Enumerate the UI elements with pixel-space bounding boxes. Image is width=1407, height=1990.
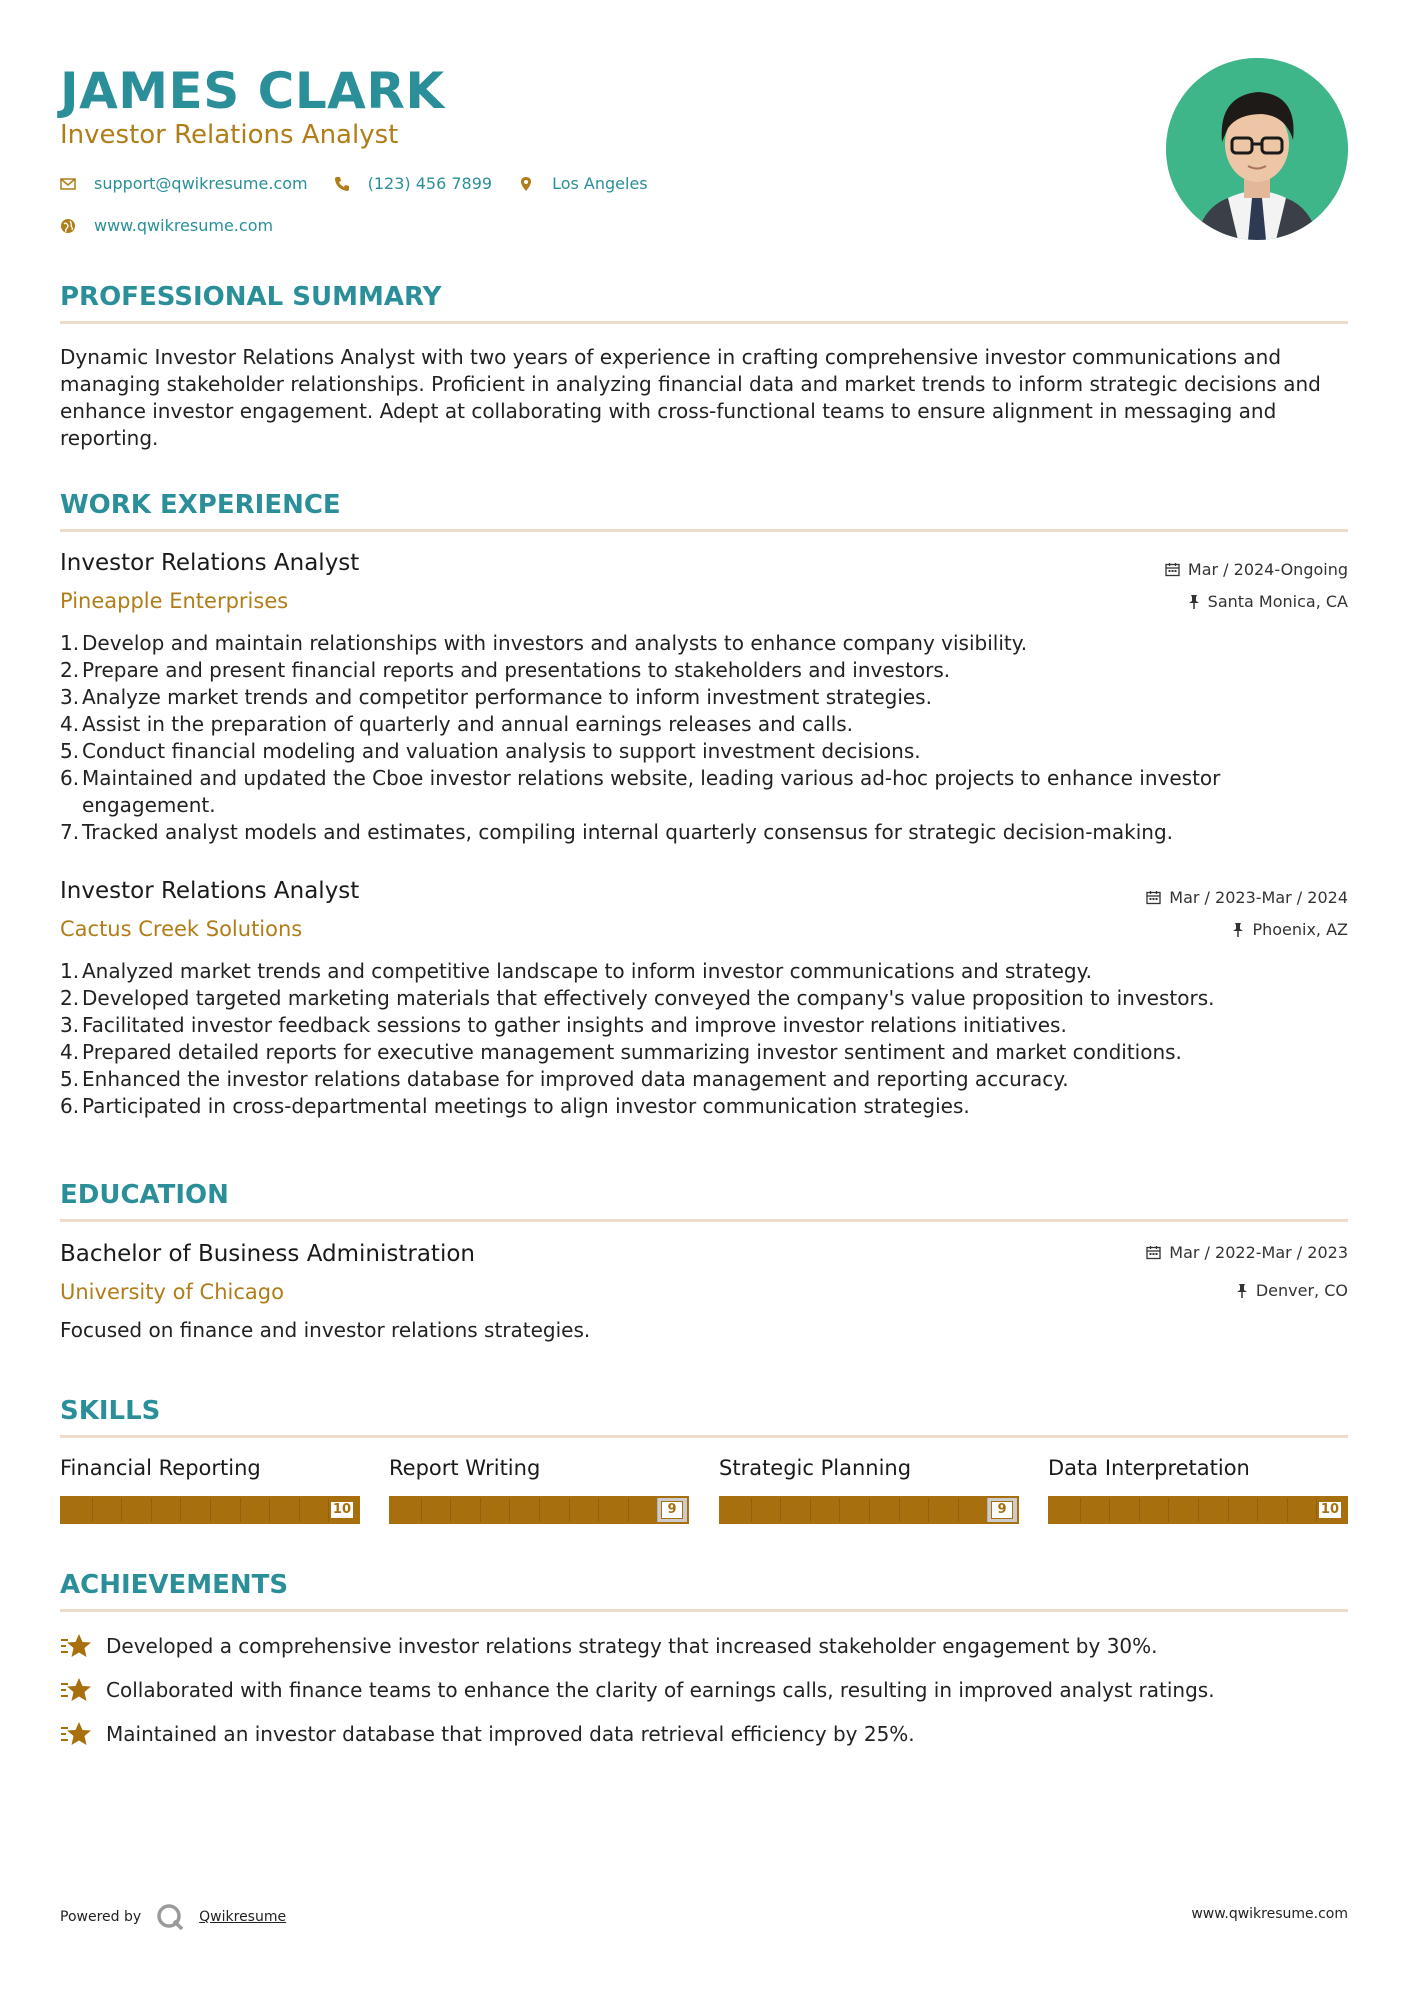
skill-bar-segment — [180, 1498, 181, 1522]
job-location — [1232, 920, 1348, 939]
candidate-role: Investor Relations Analyst — [60, 120, 399, 150]
skill-bar-segment — [987, 1498, 988, 1522]
job-date — [1146, 888, 1348, 907]
list-item-text: Prepared detailed reports for executive management summarizing investor sentiment and market conditions. — [82, 1040, 1182, 1064]
skill-item — [389, 1456, 689, 1524]
list-item-text: Prepare and present financial reports and presentations to stakeholders and investors. — [82, 658, 951, 682]
skill-bar-segment — [569, 1498, 570, 1522]
skill-bar-segment — [151, 1498, 152, 1522]
education-location-text: Denver, CO — [1255, 1281, 1348, 1300]
phone-icon — [334, 176, 350, 192]
list-item-text: Developed targeted marketing materials that effectively conveyed the company's value proposition to investors. — [82, 986, 1215, 1010]
job-title: Investor Relations Analyst — [60, 878, 360, 904]
skill-bar-segment — [121, 1498, 122, 1522]
achievement-text: Developed a comprehensive investor relations strategy that increased stakeholder engagement by 30%. — [106, 1634, 1158, 1658]
list-item-text: Facilitated investor feedback sessions to gather insights and improve investor relations initiatives. — [82, 1013, 1067, 1037]
skill-item — [719, 1456, 1019, 1524]
skill-bar — [60, 1496, 360, 1524]
mail-icon — [60, 176, 76, 192]
skill-bar-segment — [509, 1498, 510, 1522]
skill-name: Report Writing — [389, 1456, 541, 1480]
skill-name: Financial Reporting — [60, 1456, 261, 1480]
section-divider — [60, 1609, 1348, 1612]
achievement-item — [60, 1632, 1158, 1660]
list-item: 6. Participated in cross-departmental meetings to align investor communication strategies. — [60, 1094, 970, 1118]
list-item-text: Tracked analyst models and estimates, compiling internal quarterly consensus for strategic decision-making. — [82, 820, 1174, 844]
job-location — [1188, 592, 1348, 611]
skill-bar-segment — [1139, 1498, 1140, 1522]
job-title: Investor Relations Analyst — [60, 550, 360, 576]
star-award-icon — [60, 1676, 92, 1704]
calendar-icon — [1165, 562, 1180, 577]
skill-bar-segment — [1168, 1498, 1169, 1522]
skill-bar-segment — [269, 1498, 270, 1522]
skill-score: 9 — [661, 1501, 683, 1519]
education-location — [1236, 1281, 1348, 1300]
star-award-icon — [60, 1632, 92, 1660]
skill-bar-segment — [780, 1498, 781, 1522]
skill-bar-segment — [751, 1498, 752, 1522]
skill-bar-segment — [839, 1498, 840, 1522]
achievement-text: Collaborated with finance teams to enhance the clarity of earnings calls, resulting in improved analyst ratings. — [106, 1678, 1215, 1702]
avatar-icon — [1166, 58, 1348, 240]
job-responsibilities — [60, 958, 1348, 1120]
pin-icon — [1236, 1283, 1248, 1298]
skill-score: 10 — [1318, 1501, 1342, 1519]
skill-item — [1048, 1456, 1348, 1524]
contact-row — [60, 174, 674, 193]
education-date — [1146, 1243, 1348, 1262]
list-item: 3. Analyze market trends and competitor performance to inform investment strategies. — [60, 685, 932, 709]
section-divider — [60, 1435, 1348, 1438]
job-location-text: Phoenix, AZ — [1252, 920, 1348, 939]
list-item: 5. Enhanced the investor relations database for improved data management and reporting accuracy. — [60, 1067, 1069, 1091]
list-item-text: Develop and maintain relationships with investors and analysts to enhance company visibility. — [82, 631, 1028, 655]
skill-score: 9 — [991, 1501, 1013, 1519]
job-location-text: Santa Monica, CA — [1207, 592, 1348, 611]
skill-bar-segment — [299, 1498, 300, 1522]
skill-item — [60, 1456, 360, 1524]
skill-bar-segment — [810, 1498, 811, 1522]
qwikresume-logo-icon — [155, 1902, 185, 1932]
school-name: University of Chicago — [60, 1280, 284, 1304]
website-row — [60, 216, 299, 235]
skill-bar-fill — [391, 1498, 657, 1522]
list-item-text: Maintained and updated the Cboe investor relations website, leading various ad-hoc projects to enhance investor engagement. — [82, 766, 1221, 817]
skill-bar-segment — [450, 1498, 451, 1522]
pin-icon — [1188, 594, 1200, 609]
skill-bar-segment — [210, 1498, 211, 1522]
skill-bar-segment — [421, 1498, 422, 1522]
list-item-text: Analyze market trends and competitor performance to inform investment strategies. — [82, 685, 932, 709]
map-pin-icon — [518, 176, 534, 192]
list-item-text: Enhanced the investor relations database for improved data management and reporting accuracy. — [82, 1067, 1069, 1091]
skill-bar — [719, 1496, 1019, 1524]
degree-title: Bachelor of Business Administration — [60, 1241, 475, 1267]
calendar-icon — [1146, 1245, 1161, 1260]
skill-bar-segment — [539, 1498, 540, 1522]
powered-by-label: Powered by — [60, 1909, 142, 1925]
list-item: 3. Facilitated investor feedback sessions to gather insights and improve investor relations initiatives. — [60, 1013, 1067, 1037]
skill-bar-segment — [1257, 1498, 1258, 1522]
profile-photo — [1166, 58, 1348, 240]
skills-heading: SKILLS — [60, 1396, 161, 1426]
skill-bar-segment — [598, 1498, 599, 1522]
job-date-text: Mar / 2024-Ongoing — [1187, 560, 1348, 579]
list-item-text: Participated in cross-departmental meetings to align investor communication strategies. — [82, 1094, 970, 1118]
list-item: 5. Conduct financial modeling and valuation analysis to support investment decisions. — [60, 739, 921, 763]
section-divider — [60, 1219, 1348, 1222]
list-item: 2. Prepare and present financial reports and presentations to stakeholders and investors. — [60, 658, 951, 682]
achievement-item — [60, 1720, 915, 1748]
company-name: Cactus Creek Solutions — [60, 917, 303, 941]
section-divider — [60, 321, 1348, 324]
globe-icon — [60, 218, 76, 234]
list-item: 1. Develop and maintain relationships with investors and analysts to enhance company visibility. — [60, 631, 1028, 655]
star-award-icon — [60, 1720, 92, 1748]
list-item-text: Assist in the preparation of quarterly and annual earnings releases and calls. — [82, 712, 854, 736]
phone-number[interactable]: (123) 456 7899 — [367, 174, 493, 193]
summary-text: Dynamic Investor Relations Analyst with two years of experience in crafting comprehensive investor communications and managing stakeholder relationships. Proficient in analyzing financial data and market trends to inform strategic decisions and enhance investor engagement. Adept at collaborating with cross-functional teams to ensure alignment in messaging and reporting. — [60, 345, 1321, 450]
candidate-name: JAMES CLARK — [60, 62, 445, 120]
education-heading: EDUCATION — [60, 1180, 229, 1210]
education-date-text: Mar / 2022-Mar / 2023 — [1169, 1243, 1348, 1262]
achievement-item — [60, 1676, 1215, 1704]
footer-powered-by — [60, 1902, 286, 1932]
section-divider — [60, 529, 1348, 532]
calendar-icon — [1146, 890, 1161, 905]
skill-bar-segment — [240, 1498, 241, 1522]
skill-bar-segment — [1109, 1498, 1110, 1522]
list-item: 4. Assist in the preparation of quarterly and annual earnings releases and calls. — [60, 712, 854, 736]
list-item: 6. Maintained and updated the Cboe investor relations website, leading various ad-hoc projects to enhance investor engagement. — [60, 765, 1348, 819]
list-item: 1. Analyzed market trends and competitive landscape to inform investor communications and strategy. — [60, 959, 1092, 983]
skill-bar-segment — [928, 1498, 929, 1522]
achievement-text: Maintained an investor database that improved data retrieval efficiency by 25%. — [106, 1722, 915, 1746]
skill-name: Strategic Planning — [719, 1456, 912, 1480]
skill-bar-segment — [1287, 1498, 1288, 1522]
skill-bar-segment — [92, 1498, 93, 1522]
skill-bar — [389, 1496, 689, 1524]
footer-site-link[interactable]: www.qwikresume.com — [1191, 1906, 1348, 1922]
skill-bar-segment — [1198, 1498, 1199, 1522]
location-text: Los Angeles — [552, 174, 648, 193]
list-item: 4. Prepared detailed reports for executive management summarizing investor sentiment and market conditions. — [60, 1040, 1182, 1064]
achievements-heading: ACHIEVEMENTS — [60, 1570, 289, 1600]
job-date-text: Mar / 2023-Mar / 2024 — [1169, 888, 1348, 907]
skill-bar-segment — [958, 1498, 959, 1522]
pin-icon — [1232, 922, 1244, 937]
skill-score: 10 — [330, 1501, 354, 1519]
skill-bar — [1048, 1496, 1348, 1524]
skill-bar-segment — [899, 1498, 900, 1522]
skill-bar-segment — [869, 1498, 870, 1522]
email-link[interactable]: support@qwikresume.com — [94, 174, 308, 193]
list-item: 2. Developed targeted marketing materials that effectively conveyed the company's value proposition to investors. — [60, 986, 1215, 1010]
list-item-text: Conduct financial modeling and valuation analysis to support investment decisions. — [82, 739, 921, 763]
skill-bar-segment — [657, 1498, 658, 1522]
experience-heading: WORK EXPERIENCE — [60, 490, 341, 520]
website-link[interactable]: www.qwikresume.com — [94, 216, 274, 235]
skill-bar-segment — [1228, 1498, 1229, 1522]
skill-bar-segment — [628, 1498, 629, 1522]
skill-bar-fill — [721, 1498, 987, 1522]
job-responsibilities — [60, 630, 1348, 846]
resume-page — [60, 0, 1348, 1990]
company-name: Pineapple Enterprises — [60, 589, 289, 613]
skill-name: Data Interpretation — [1048, 1456, 1250, 1480]
job-date — [1165, 560, 1348, 579]
skill-bar-segment — [480, 1498, 481, 1522]
education-description: Focused on finance and investor relations strategies. — [60, 1318, 591, 1342]
brand-link[interactable]: Qwikresume — [199, 1909, 287, 1925]
summary-heading: PROFESSIONAL SUMMARY — [60, 282, 442, 312]
skill-bar-segment — [1080, 1498, 1081, 1522]
list-item-text: Analyzed market trends and competitive landscape to inform investor communications and strategy. — [82, 959, 1092, 983]
list-item: 7. Tracked analyst models and estimates, compiling internal quarterly consensus for strategic decision-making. — [60, 820, 1174, 844]
